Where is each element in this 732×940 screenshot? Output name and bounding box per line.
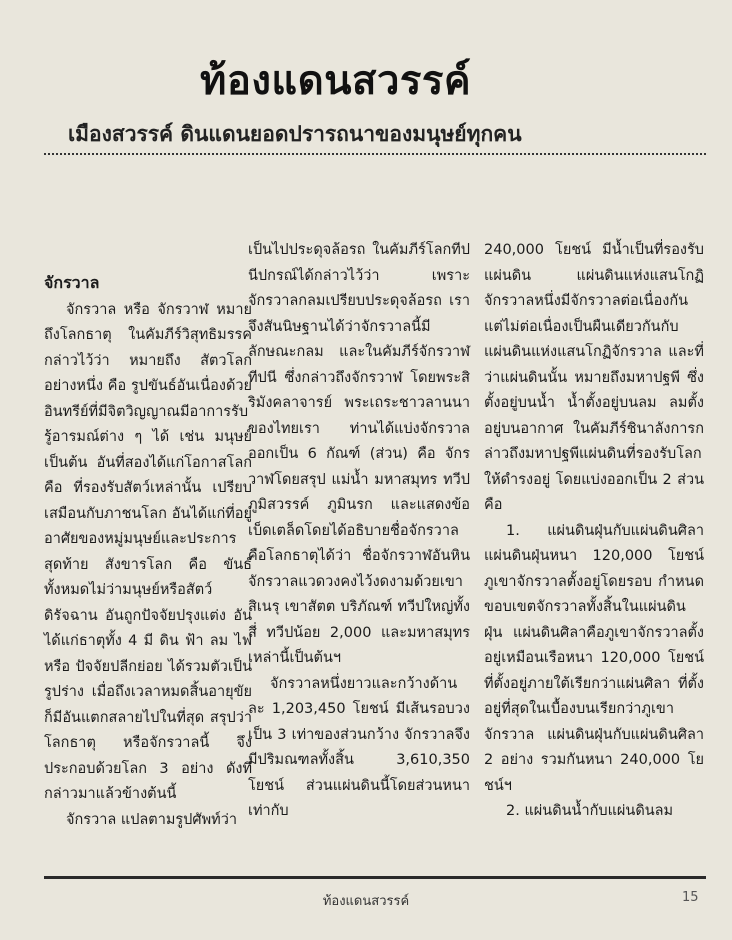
footer-rule: [44, 876, 706, 879]
paragraph: 240,000 โยชน์ มีน้ำเป็นที่รองรับแผ่นดิน แผ่นดินแห่งแสนโกฏิจักรวาลหนึ่งมีจักรวาลต่อเนื่องกัน แต่ไม่ต่อเนื่องเป็นผืนเดียวกันกับแผ่นดินแห่งแสนโกฏิจักรวาล และที่ว่าแผ่นดินนั้น หมายถึงมหาปฐพี ซึ่งตั้งอยู่บนน้ำ น้ำตั้งอยู่บนลม ลมตั้งอยู่บนอากาศ ในคัมภีร์ชินาลังการกล่าวถึงมหาปฐพีแผ่นดินที่รองรับโลกให้ดำรงอยู่ โดยแบ่งออกเป็น 2 ส่วน คือ: [484, 242, 704, 513]
reverse-page-bleed: [240, 165, 730, 240]
paragraph: 2. แผ่นดินน้ำกับแผ่นดินลม: [506, 803, 674, 819]
paragraph: จักรวาลหนึ่งยาวและกว้างด้านละ 1,203,450 โยชน์ มีเส้นรอบวงเป็น 3 เท่าของส่วนกว้าง จักรวาลจึงมีปริมณฑลทั้งสิ้น 3,610,350 โยชน์ ส่วนแผ่นดินนี้โดยส่วนหนาเท่ากับ: [248, 675, 470, 819]
footer-title: ท้องแดนสวรรค์: [322, 894, 410, 909]
section-heading: จักรวาล: [44, 273, 100, 292]
text-column-3: [484, 238, 704, 825]
paragraph: จักรวาล แปลตามรูปศัพท์ว่า: [66, 811, 237, 828]
paragraph: เป็นไปประดุจล้อรถ ในคัมภีร์โลกทีปนีปกรณ์ได้กล่าวไว้ว่า เพราะจักรวาลกลมเปรียบประดุจล้อรถ เราจึงสันนิษฐานได้ว่าจักรวาลนี้มีลักษณะกลม และในคัมภีร์จักรวาฬทีปนี ซึ่งกล่าวถึงจักรวาฬ โดยพระสิริมังคลาจารย์ พระเถระชาวลานนาของไทยเรา ท่านได้แบ่งจักรวาลออกเป็น 6 กัณฑ์ (ส่วน) คือ จักรวาฬโดยสรุป แม่น้ำ มหาสมุทร ทวีป ภูมิสวรรค์ ภูมินรก และแสดงข้อเบ็ดเตล็ดโดยได้อธิบายชื่อจักรวาลคือโลกธาตุได้ว่า ชื่อจักรวาฬอันหินจักรวาลแวดวงคงไว้งดงามด้วยเขาสิเนรุ เขาสัตต บริภัณฑ์ ทวีปใหญ่ทั้งสี่ ทวีปน้อย 2,000 และมหาสมุทร เหล่านี้เป็นต้นฯ: [248, 242, 470, 666]
dotted-divider: [44, 153, 706, 155]
text-column-1: [44, 270, 252, 833]
page-number: 15: [682, 890, 699, 905]
paragraph: จักรวาล หรือ จักรวาฬ หมายถึงโลกธาตุ ในคัมภีร์วิสุทธิมรรคกล่าวไว้ว่า หมายถึง สัตวโลก อย่างหนึ่ง คือ รูปขันธ์อันเนื่องด้วยอินทรีย์ที่มีจิตวิญญาณมีอาการรับรู้อารมณ์ต่าง ๆ ได้ เช่น มนุษย์ เป็นต้น อันที่สองได้แก่โอกาสโลก คือ ที่รองรับสัตว์เหล่านั้น เปรียบเสมือนกับภาชนโลก อันได้แก่ที่อยู่อาศัยของหมู่มนุษย์และประการสุดท้าย สังขารโลก คือ ขันธ์ทั้งหมดไม่ว่ามนุษย์หรือสัตว์ดิรัจฉาน อันถูกปัจจัยปรุงแต่ง อันได้แก่ธาตุทั้ง 4 มี ดิน ฟ้า ลม ไฟ หรือ ปัจจัยปลีกย่อย ได้รวมตัวเป็นรูปร่าง เมื่อถึงเวลาหมดสิ้นอายุขัย ก็มีอันแตกสลายไปในที่สุด สรุปว่า โลกธาตุ หรือจักรวาลนี้ จึงประกอบด้วยโลก 3 อย่าง ดังที่กล่าวมาแล้วข้างต้นนี้: [44, 301, 252, 802]
text-column-2: [248, 238, 470, 825]
page-subtitle: เมืองสวรรค์ ดินแดนยอดปรารถนาของมนุษย์ทุกคน: [68, 122, 522, 146]
paragraph: 1. แผ่นดินฝุ่นกับแผ่นดินศิลา แผ่นดินฝุ่นหนา 120,000 โยชน์ ภูเขาจักรวาลตั้งอยู่โดยรอบ กำหนดขอบเขตจักรวาลทั้งสิ้นในแผ่นดินฝุ่น แผ่นดินศิลาคือภูเขาจักรวาลตั้งอยู่เหมือนเรือหนา 120,000 โยชน์ ที่ตั้งอยู่ภายใต้เรียกว่าแผ่นศิลา ที่ตั้งอยู่ที่สุดในเบื้องบนเรียกว่าภูเขาจักรวาล แผ่นดินฝุ่นกับแผ่นดินศิลา 2 อย่าง รวมกันหนา 240,000 โยชน์ฯ: [484, 522, 704, 794]
page-title: ท้องแดนสวรรค์: [200, 58, 472, 104]
